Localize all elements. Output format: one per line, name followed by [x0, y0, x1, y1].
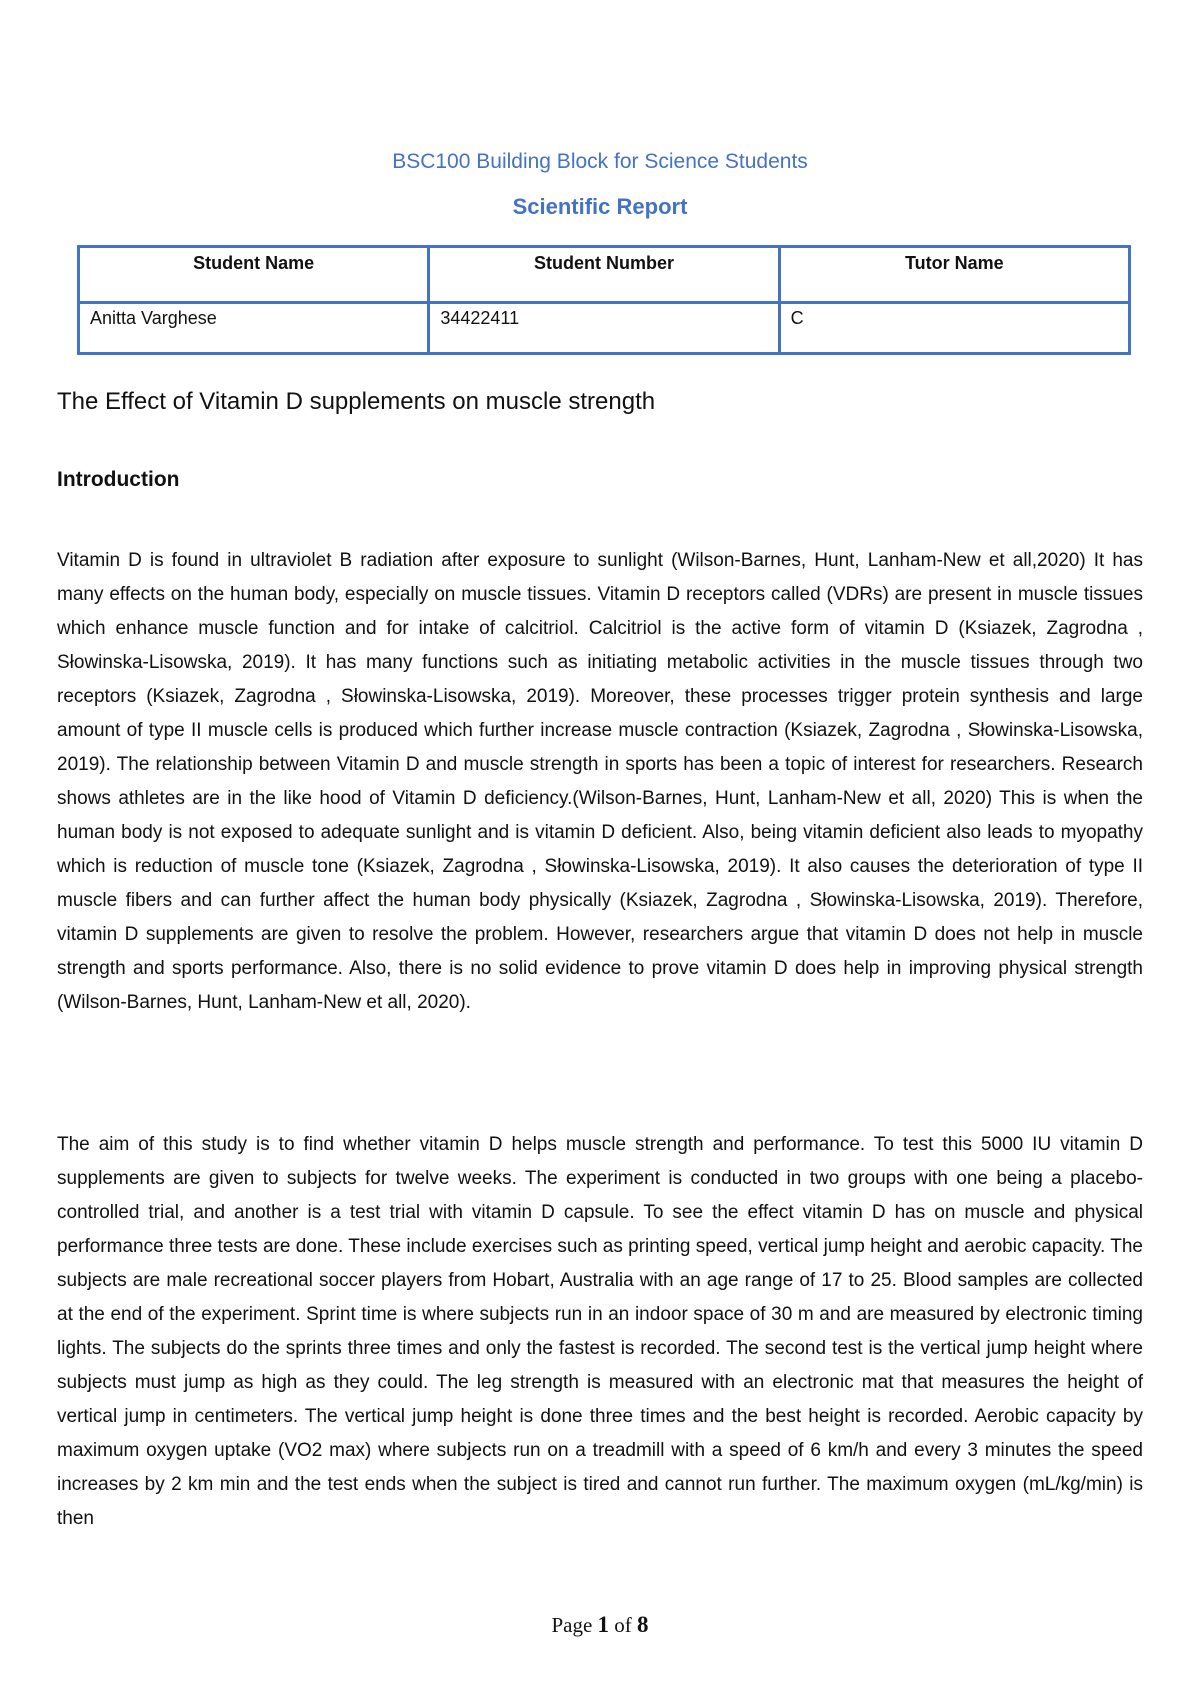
- introduction-paragraph-2: The aim of this study is to find whether vitamin D helps muscle strength and performance. To test this 5000 IU vitamin D supplements are given to subjects for twelve weeks. The experiment is conducted in two groups with one being a placebo-controlled trial, and another is a test trial with vitamin D capsule. To see the effect vitamin D has on muscle and physical performance three tests are done. These include exercises such as printing speed, vertical jump height and aerobic capacity. The subjects are male recreational soccer players from Hobart, Australia with an age range of 17 to 25. Blood samples are collected at the end of the experiment. Sprint time is where subjects run in an indoor space of 30 m and are measured by electronic timing lights. The subjects do the sprints three times and only the fastest is recorded. The second test is the vertical jump height where subjects must jump as high as they could. The leg strength is measured with an electronic mat that measures the height of vertical jump in centimeters. The vertical jump height is done three times and the best height is recorded. Aerobic capacity by maximum oxygen uptake (VO2 max) where subjects run on a treadmill with a speed of 6 km/h and every 3 minutes the speed increases by 2 km min and the test ends when the subject is tired and cannot run further. The maximum oxygen (mL/kg/min) is then: [57, 1134, 1143, 1529]
- introduction-paragraph-1: Vitamin D is found in ultraviolet B radiation after exposure to sunlight (Wilson-Barnes, Hunt, Lanham-New et all,2020) It has many effects on the human body, especially on muscle tissues. Vitamin D receptors called (VDRs) are present in muscle tissues which enhance muscle function and for intake of calcitriol. Calcitriol is the active form of vitamin D (Ksiazek, Zagrodna , Słowinska-Lisowska, 2019). It has many functions such as initiating metabolic activities in the muscle tissues through two receptors (Ksiazek, Zagrodna , Słowinska-Lisowska, 2019). Moreover, these processes trigger protein synthesis and large amount of type II muscle cells is produced which further increase muscle contraction (Ksiazek, Zagrodna , Słowinska-Lisowska, 2019). The relationship between Vitamin D and muscle strength in sports has been a topic of interest for researchers. Research shows athletes are in the like hood of Vitamin D deficiency.(Wilson-Barnes, Hunt, Lanham-New et all, 2020) This is when the human body is not exposed to adequate sunlight and is vitamin D deficient. Also, being vitamin deficient also leads to myopathy which is reduction of muscle tone (Ksiazek, Zagrodna , Słowinska-Lisowska, 2019). It also causes the deterioration of type II muscle fibers and can further affect the human body physically (Ksiazek, Zagrodna , Słowinska-Lisowska, 2019). Therefore, vitamin D supplements are given to resolve the problem. However, researchers argue that vitamin D does not help in muscle strength and sports performance. Also, there is no solid evidence to prove vitamin D does help in improving physical strength (Wilson-Barnes, Hunt, Lanham-New et all, 2020).: [57, 550, 1143, 1013]
- cell-tutor-name: C: [779, 303, 1129, 354]
- report-title: The Effect of Vitamin D supplements on muscle strength: [57, 388, 656, 415]
- student-info-table: [77, 245, 1131, 355]
- table-header-row: [79, 247, 1130, 303]
- page-word: Page: [551, 1613, 593, 1637]
- page-total: 8: [637, 1612, 649, 1637]
- page-number: 1: [597, 1612, 610, 1637]
- header-student-number: Student Number: [429, 247, 779, 303]
- course-title: BSC100 Building Block for Science Students: [392, 150, 808, 173]
- cell-student-name: Anitta Varghese: [79, 303, 429, 354]
- introduction-heading: Introduction: [57, 468, 180, 491]
- cell-student-number: 34422411: [429, 303, 779, 354]
- of-word: of: [614, 1613, 632, 1637]
- header-student-name: Student Name: [79, 247, 429, 303]
- table-row: [79, 303, 1130, 354]
- report-type-heading: Scientific Report: [512, 194, 688, 219]
- header-tutor-name: Tutor Name: [779, 247, 1129, 303]
- page-footer: [0, 1612, 1200, 1638]
